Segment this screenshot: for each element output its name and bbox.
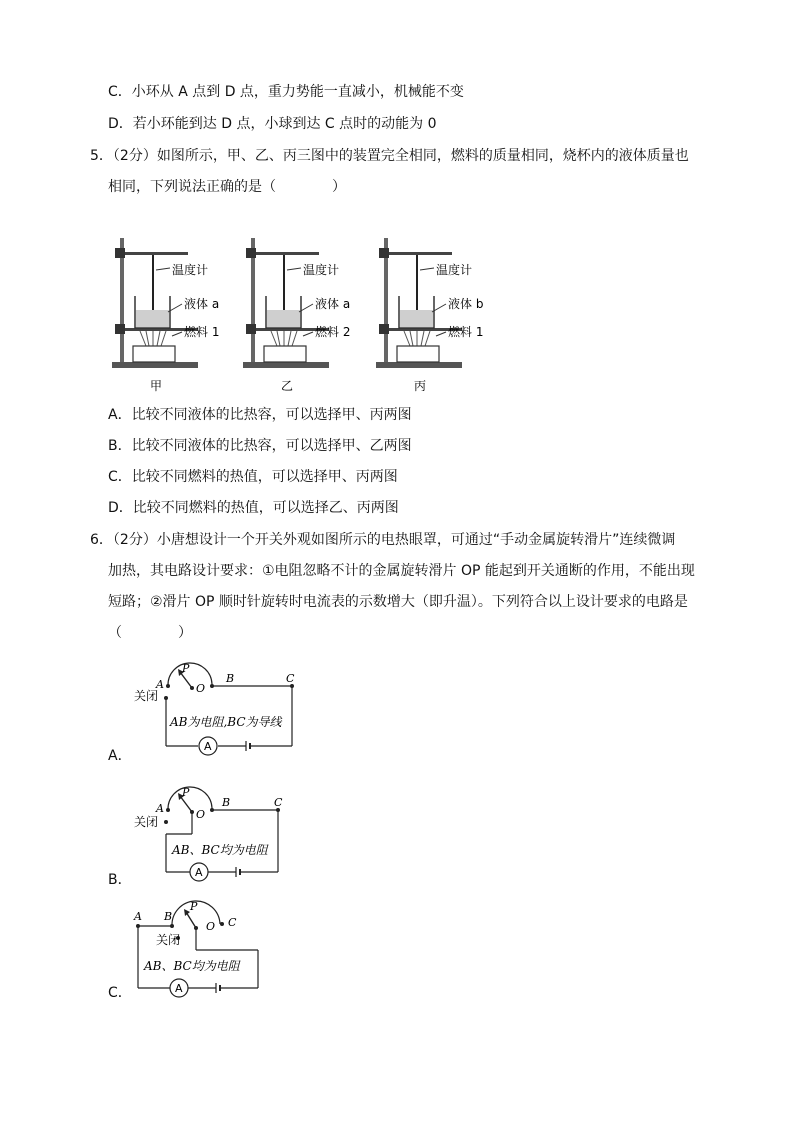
point-c-label: C (228, 916, 237, 929)
point-a-label: A (156, 802, 164, 815)
apparatus-yi (243, 238, 350, 393)
ammeter-symbol: A (195, 866, 203, 879)
fuel-label: 燃料 1 (448, 325, 484, 339)
point-p-label: P (182, 786, 190, 799)
fuel-label: 燃料 1 (184, 325, 220, 339)
circuit-a (128, 658, 308, 760)
off-label: 关闭 (134, 815, 159, 829)
point-p-label: P (182, 662, 190, 675)
q4-option-d: D．若小环能到达 D 点，小球到达 C 点时的动能为 0 (108, 116, 437, 132)
q6-option-a-label: A． (108, 748, 132, 764)
q5-option-b: B．比较不同液体的比热容，可以选择甲、乙两图 (108, 438, 412, 454)
figure-caption: 甲 (150, 379, 163, 393)
point-o-label: O (206, 920, 216, 933)
q5-stem-line-2: 相同，下列说法正确的是（ ） (108, 179, 346, 195)
q6-stem-line-4: （ ） (108, 625, 192, 641)
fuel-label: 燃料 2 (315, 325, 351, 339)
q5-stem-line-1: 5．（2分）如图所示，甲、乙、丙三图中的装置完全相同，燃料的质量相同，烧杯内的液体质量也 (90, 148, 689, 164)
thermometer-label: 温度计 (303, 263, 340, 277)
circuit-c (128, 898, 308, 1002)
point-a-label: A (156, 678, 164, 691)
point-o-label: O (196, 808, 206, 821)
off-label: 关闭 (156, 933, 181, 947)
q5-option-a: A．比较不同液体的比热容，可以选择甲、丙两图 (108, 407, 412, 423)
q6-option-c-label: C． (108, 985, 132, 1001)
q5-option-c: C．比较不同燃料的热值，可以选择甲、丙两图 (108, 469, 398, 485)
thermometer-label: 温度计 (172, 263, 209, 277)
q5-apparatus-figure (100, 232, 500, 396)
ammeter-symbol: A (204, 740, 212, 753)
liquid-label: 液体 a (315, 297, 351, 311)
point-b-label: B (226, 672, 235, 685)
point-c-label: C (274, 796, 283, 809)
off-label: 关闭 (134, 689, 159, 703)
apparatus-jia (112, 238, 219, 393)
ammeter-symbol: A (175, 982, 183, 995)
point-b-label: B (164, 910, 173, 923)
q6-option-b-label: B． (108, 872, 132, 888)
figure-caption: 乙 (281, 379, 294, 393)
q4-option-c: C．小环从 A 点到 D 点，重力势能一直减小，机械能不变 (108, 84, 464, 100)
point-a-label: A (134, 910, 142, 923)
liquid-label: 液体 b (448, 297, 484, 311)
circuit-note: AB、BC均为电阻 (172, 843, 268, 857)
q5-option-d: D．比较不同燃料的热值，可以选择乙、丙两图 (108, 500, 399, 516)
point-p-label: P (190, 900, 198, 913)
circuit-b (128, 782, 308, 886)
circuit-note: AB、BC均为电阻 (144, 959, 240, 973)
apparatus-bing (376, 238, 483, 393)
point-c-label: C (286, 672, 295, 685)
q6-stem-line-2: 加热，其电路设计要求：①电阻忽略不计的金属旋转滑片 OP 能起到开关通断的作用，不能出现 (108, 563, 695, 579)
point-b-label: B (222, 796, 231, 809)
q6-stem-line-1: 6．（2分）小唐想设计一个开关外观如图所示的电热眼罩，可通过“手动金属旋转滑片”连续微调 (90, 532, 676, 548)
circuit-note: AB为电阻,BC为导线 (170, 715, 282, 729)
point-o-label: O (196, 682, 206, 695)
figure-caption: 丙 (414, 379, 427, 393)
q6-stem-line-3: 短路；②滑片 OP 顺时针旋转时电流表的示数增大（即升温）。下列符合以上设计要求的电路是 (108, 594, 688, 610)
thermometer-label: 温度计 (436, 263, 473, 277)
liquid-label: 液体 a (184, 297, 220, 311)
